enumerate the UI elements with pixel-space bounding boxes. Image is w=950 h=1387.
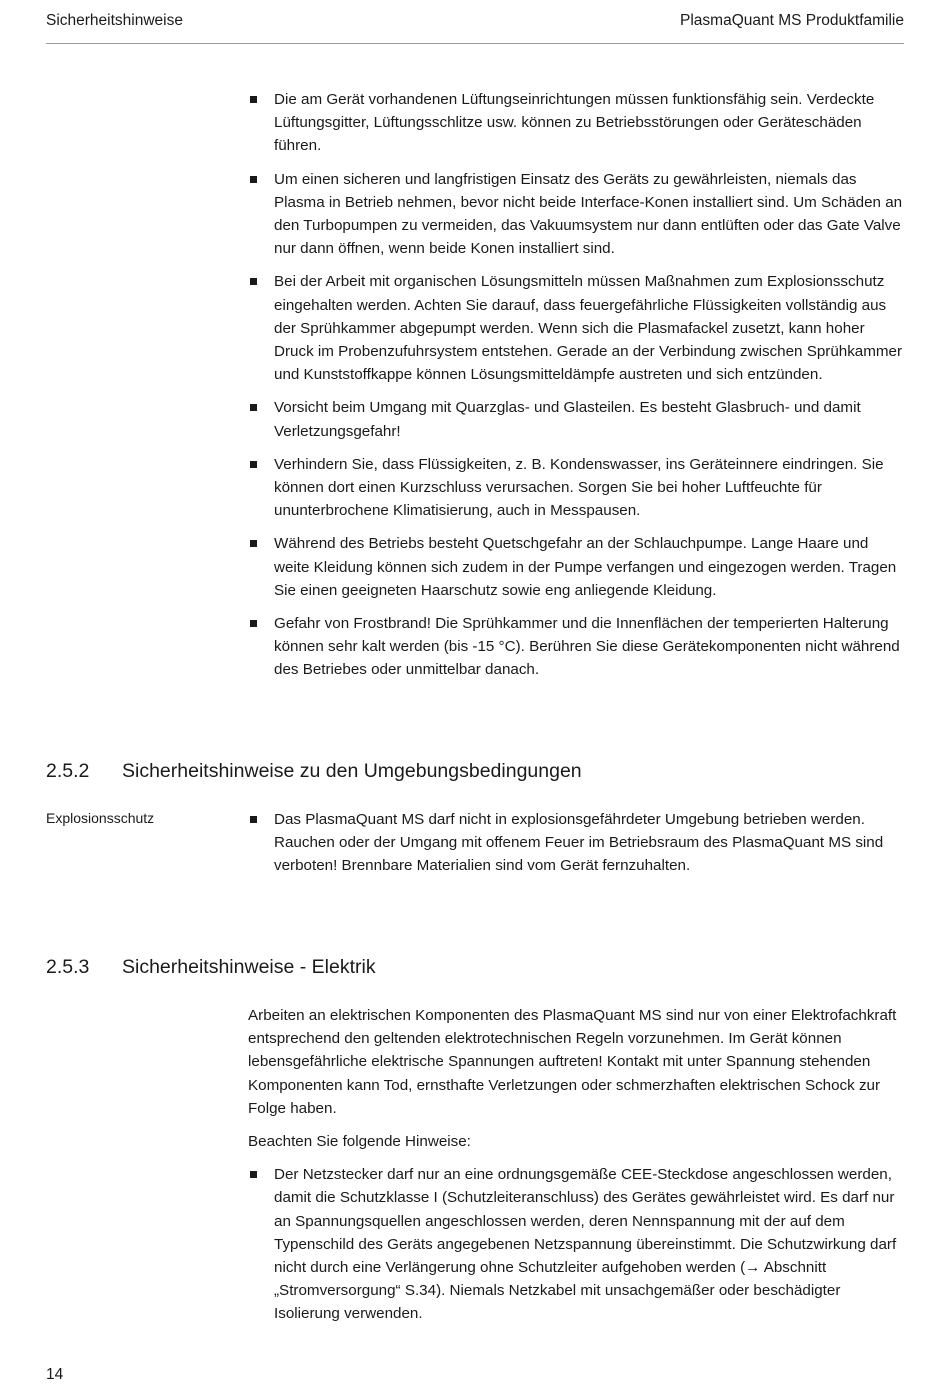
- lead-paragraph: Beachten Sie folgende Hinweise:: [248, 1133, 471, 1151]
- bullet-square-icon: [250, 540, 257, 547]
- section-title: Sicherheitshinweise - Elektrik: [122, 956, 376, 978]
- list-item: Gefahr von Frostbrand! Die Sprühkammer und die Innenflächen der temperierten Halterung können sehr kalt werden (bis -15 °C). Berühren Sie diese Gerätekomponenten nicht während des Betriebes oder unmittelbar danach.: [248, 612, 908, 682]
- list-item: Die am Gerät vorhandenen Lüftungseinrichtungen müssen funktionsfähig sein. Verdeckte Lüftungsgitter, Lüftungsschlitze usw. können zu Betriebsstörungen oder Geräteschäden führen.: [248, 88, 908, 158]
- environment-notes-list: [248, 808, 908, 878]
- bullet-square-icon: [250, 404, 257, 411]
- list-item: Bei der Arbeit mit organischen Lösungsmitteln müssen Maßnahmen zum Explosionsschutz eingehalten werden. Achten Sie darauf, dass feuergefährliche Flüssigkeiten vollständig aus der Sprühkammer abgepumpt werden. Wenn sich die Plasmafackel zusetzt, kann hoher Druck im Probenzufuhrsystem entstehen. Gerade an der Verbindung zwischen Sprühkammer und Kunststoffkappe können Lösungsmitteldämpfe austreten und sich entzünden.: [248, 270, 908, 386]
- section-number: 2.5.2: [46, 760, 90, 782]
- bullet-square-icon: [250, 620, 257, 627]
- section-2-5-2-body: [248, 808, 908, 888]
- section-heading-2-5-2: [46, 760, 582, 783]
- section-title: Sicherheitshinweise zu den Umgebungsbedingungen: [122, 760, 582, 782]
- bullet-square-icon: [250, 278, 257, 285]
- bullet-square-icon: [250, 1171, 257, 1178]
- list-item: Während des Betriebs besteht Quetschgefahr an der Schlauchpumpe. Lange Haare und weite Kleidung können sich zudem in der Pumpe verfangen und eingezogen werden. Tragen Sie einen geeigneten Haarschutz sowie eng anliegende Kleidung.: [248, 532, 908, 602]
- safety-notes-list: [248, 88, 908, 682]
- margin-label-explosionsschutz: Explosionsschutz: [46, 810, 155, 826]
- bullet-square-icon: [250, 176, 257, 183]
- list-item: Um einen sicheren und langfristigen Einsatz des Geräts zu gewährleisten, niemals das Plasma in Betrieb nehmen, bevor nicht beide Interface-Konen installiert sind. Um Schäden an den Turbopumpen zu vermeiden, das Vakuumsystem nur dann entlüften oder das Gate Valve nur dann öffnen, wenn beide Konen installiert sind.: [248, 168, 908, 261]
- header-divider: [46, 43, 904, 44]
- electrical-notes-list: [248, 1163, 908, 1325]
- bullet-square-icon: [250, 816, 257, 823]
- list-item: Der Netzstecker darf nur an eine ordnungsgemäße CEE-Steckdose angeschlossen werden, damit die Schutzklasse I (Schutzleiteranschluss) des Gerätes gewährleistet wird. Es darf nur an Spannungsquellen angeschlossen werden, deren Nennspannung mit der auf dem Typenschild des Geräts angegebenen Netzspannung übereinstimmt. Die Schutzwirkung darf nicht durch eine Verlängerung ohne Schutzleiter aufgehoben werden (→ Abschnitt „Stromversorgung“ S.34). Niemals Netzkabel mit unsachgemäßer oder beschädigter Isolierung verwenden.: [248, 1163, 908, 1325]
- intro-paragraph: Arbeiten an elektrischen Komponenten des PlasmaQuant MS sind nur von einer Elektrofachkraft entsprechend den geltenden elektrotechnischen Regeln vorzunehmen. Im Gerät können lebensgefährliche elektrische Spannungen auftreten! Kontakt mit unter Spannung stehenden Komponenten kann Tod, ernsthafte Verletzungen oder schmerzhaften elektrischen Schock zur Folge haben.: [248, 1007, 897, 1117]
- bullet-square-icon: [250, 461, 257, 468]
- section-number: 2.5.3: [46, 956, 90, 978]
- section-2-5-3-body: [248, 1004, 908, 1336]
- section-heading-2-5-3: [46, 956, 376, 979]
- running-header-right: PlasmaQuant MS Produktfamilie: [680, 12, 904, 29]
- list-item: Das PlasmaQuant MS darf nicht in explosionsgefährdeter Umgebung betrieben werden. Rauchen oder der Umgang mit offenem Feuer im Betriebsraum des PlasmaQuant MS sind verboten! Brennbare Materialien sind vom Gerät fernzuhalten.: [248, 808, 908, 878]
- bullet-square-icon: [250, 96, 257, 103]
- list-item: Vorsicht beim Umgang mit Quarzglas- und Glasteilen. Es besteht Glasbruch- und damit Verletzungsgefahr!: [248, 396, 908, 442]
- page-number: 14: [46, 1366, 64, 1383]
- list-item: Verhindern Sie, dass Flüssigkeiten, z. B. Kondenswasser, ins Geräteinnere eindringen. Sie können dort einen Kurzschluss verursachen. Sorgen Sie bei hoher Luftfeuchte für ununterbrochene Klimatisierung, auch in Messpausen.: [248, 453, 908, 523]
- running-header-left: Sicherheitshinweise: [46, 12, 183, 29]
- safety-notes-block: [248, 88, 908, 692]
